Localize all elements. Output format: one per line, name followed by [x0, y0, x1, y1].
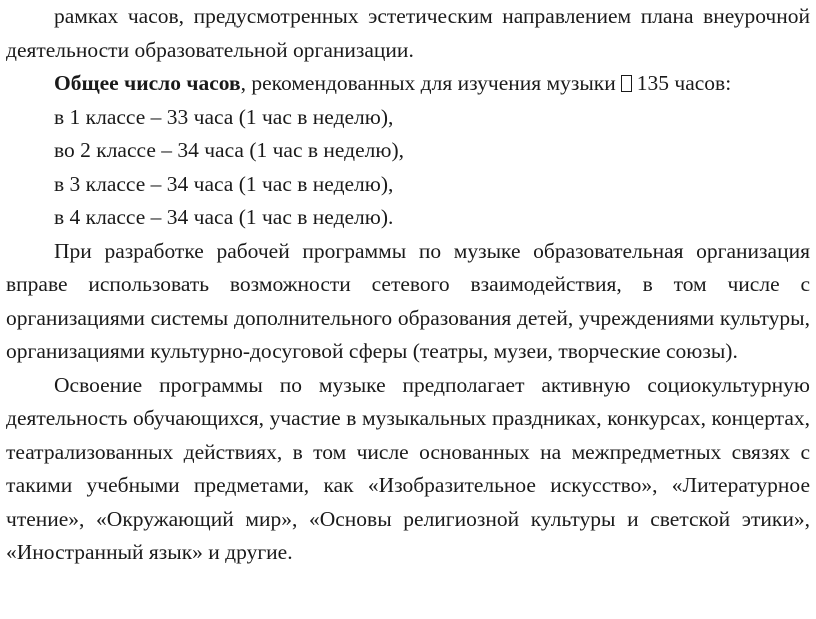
grade-line-1: в 1 классе – 33 часа (1 час в неделю), — [54, 104, 394, 129]
grade-line-2: во 2 классе – 34 часа (1 час в неделю), — [54, 138, 404, 162]
paragraph-intro-continuation: рамках часов, предусмотренных эстетическим направлением плана внеурочной деятельности образовательной организации. — [6, 4, 810, 62]
grade-line-4: в 4 классе – 34 часа (1 час в неделю). — [54, 205, 394, 229]
paragraph-total-hours — [6, 67, 810, 101]
missing-glyph-box-icon — [621, 75, 632, 92]
grade-line-3: в 3 классе – 34 часа (1 час в неделю), — [54, 171, 394, 196]
paragraph-program-mastery: Освоение программы по музыке предполагает активную социокультурную деятельность обучающихся, участие в музыкальных праздниках, конкурсах, концертах, театрализованных действиях, в том числе основанных на межпредметных связях с такими учебными предметами, как «Изобразительное искусство», «Литературное чтение», «Окружающий мир», «Основы религиозной культуры и светской этики», «Иностранный язык» и другие. — [6, 372, 810, 564]
total-hours-value: 135 часов: — [636, 71, 732, 95]
paragraph-network-interaction: При разработке рабочей программы по музыке образовательная организация вправе использовать возможности сетевого взаимодействия, в том числе с организациями системы дополнительного образования детей, учреждениями культуры, организациями культурно-досуговой сферы (театры, музеи, творческие союзы). — [6, 238, 810, 363]
total-hours-text: , рекомендованных для изучения музыки — [240, 71, 616, 95]
total-hours-bold-lead: Общее число часов — [54, 71, 241, 95]
